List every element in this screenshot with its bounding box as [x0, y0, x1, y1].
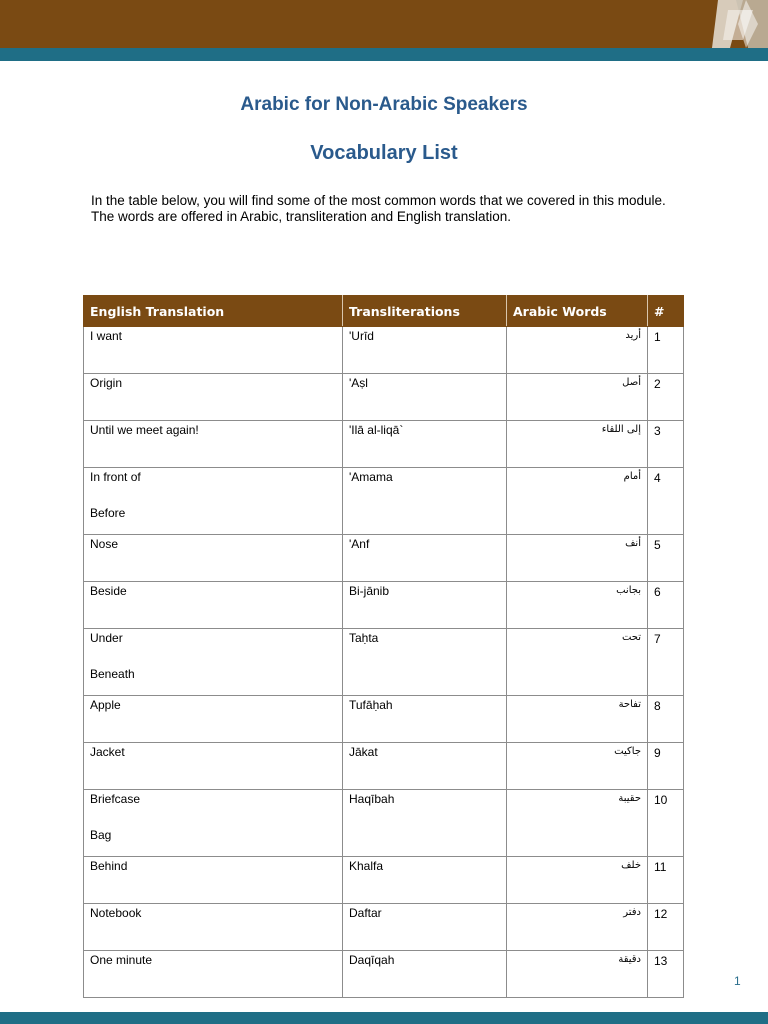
table-row: [84, 421, 684, 468]
column-header-number: #: [648, 296, 684, 327]
cell-arabic: حقيبة: [507, 790, 648, 857]
cell-number: 12: [648, 904, 684, 951]
english-translation: Until we meet again!: [90, 423, 199, 437]
table-row: [84, 535, 684, 582]
cell-number: 3: [648, 421, 684, 468]
english-translation: Nose: [90, 537, 119, 551]
english-translation-alt: Before: [90, 506, 126, 520]
vocabulary-table: [83, 295, 684, 998]
table-row: [84, 696, 684, 743]
table-row: [84, 857, 684, 904]
cell-transliteration: 'Anf: [343, 535, 507, 582]
cell-english: [84, 327, 343, 374]
intro-paragraph: In the table below, you will find some of the most common words that we covered in this module. The words are offered in Arabic, transliteration and English translation.: [91, 193, 666, 224]
cell-number: 4: [648, 468, 684, 535]
cell-english: [84, 468, 343, 535]
page-number: 1: [734, 974, 741, 988]
cell-english: [84, 374, 343, 421]
cell-number: 11: [648, 857, 684, 904]
cell-transliteration: Taḥta: [343, 629, 507, 696]
table-row: [84, 374, 684, 421]
vocabulary-table-body: [84, 327, 684, 998]
column-header-english: English Translation: [84, 296, 343, 327]
cell-transliteration: Haqībah: [343, 790, 507, 857]
cell-english: [84, 696, 343, 743]
english-translation-alt: Bag: [90, 828, 112, 842]
cell-transliteration: 'Amama: [343, 468, 507, 535]
table-row: [84, 951, 684, 998]
cell-transliteration: 'Urīd: [343, 327, 507, 374]
document-subtitle: Vocabulary List: [310, 142, 458, 164]
cell-arabic: أصل: [507, 374, 648, 421]
cell-english: [84, 421, 343, 468]
cell-english: [84, 951, 343, 998]
header-accent-stripe: [0, 48, 768, 61]
cell-transliteration: Khalfa: [343, 857, 507, 904]
cell-transliteration: 'Ilā al-liqā`: [343, 421, 507, 468]
cell-arabic: تفاحة: [507, 696, 648, 743]
cell-number: 10: [648, 790, 684, 857]
cell-number: 5: [648, 535, 684, 582]
cell-number: 9: [648, 743, 684, 790]
cell-transliteration: Daqīqah: [343, 951, 507, 998]
table-row: [84, 327, 684, 374]
english-translation: One minute: [90, 953, 153, 967]
corner-decoration: [698, 0, 768, 48]
cell-number: 7: [648, 629, 684, 696]
cell-transliteration: Tufāḥah: [343, 696, 507, 743]
english-translation: Jacket: [90, 745, 125, 759]
cell-arabic: أنف: [507, 535, 648, 582]
english-translation: Beside: [90, 584, 127, 598]
document-title: Arabic for Non-Arabic Speakers: [240, 94, 528, 115]
cell-english: [84, 629, 343, 696]
table-row: [84, 904, 684, 951]
cell-arabic: أمام: [507, 468, 648, 535]
cell-arabic: جاكيت: [507, 743, 648, 790]
english-translation: Origin: [90, 376, 123, 390]
cell-number: 8: [648, 696, 684, 743]
cell-arabic: دفتر: [507, 904, 648, 951]
english-translation: I want: [90, 329, 123, 343]
cell-transliteration: 'Aṣl: [343, 374, 507, 421]
cell-english: [84, 904, 343, 951]
cell-english: [84, 582, 343, 629]
english-translation: Notebook: [90, 906, 142, 920]
table-row: [84, 790, 684, 857]
cell-number: 13: [648, 951, 684, 998]
cell-transliteration: Jākat: [343, 743, 507, 790]
column-header-arabic: Arabic Words: [507, 296, 648, 327]
cell-transliteration: Daftar: [343, 904, 507, 951]
cell-number: 6: [648, 582, 684, 629]
english-translation: In front of: [90, 470, 141, 484]
cell-arabic: أريد: [507, 327, 648, 374]
english-translation: Briefcase: [90, 792, 141, 806]
cell-number: 1: [648, 327, 684, 374]
cell-arabic: بجانب: [507, 582, 648, 629]
cell-english: [84, 743, 343, 790]
english-translation: Behind: [90, 859, 128, 873]
footer-accent-stripe: [0, 1012, 768, 1024]
cell-english: [84, 535, 343, 582]
table-row: [84, 629, 684, 696]
column-header-transliteration: Transliterations: [343, 296, 507, 327]
cell-arabic: خلف: [507, 857, 648, 904]
cell-number: 2: [648, 374, 684, 421]
english-translation: Apple: [90, 698, 121, 712]
cell-english: [84, 857, 343, 904]
english-translation: Under: [90, 631, 123, 645]
header-band: [0, 0, 768, 48]
cell-transliteration: Bi-jānib: [343, 582, 507, 629]
table-row: [84, 582, 684, 629]
cell-arabic: تحت: [507, 629, 648, 696]
english-translation-alt: Beneath: [90, 667, 135, 681]
table-row: [84, 468, 684, 535]
table-header-row: [84, 296, 684, 327]
table-row: [84, 743, 684, 790]
cell-arabic: دقيقة: [507, 951, 648, 998]
cell-arabic: إلى اللقاء: [507, 421, 648, 468]
cell-english: [84, 790, 343, 857]
